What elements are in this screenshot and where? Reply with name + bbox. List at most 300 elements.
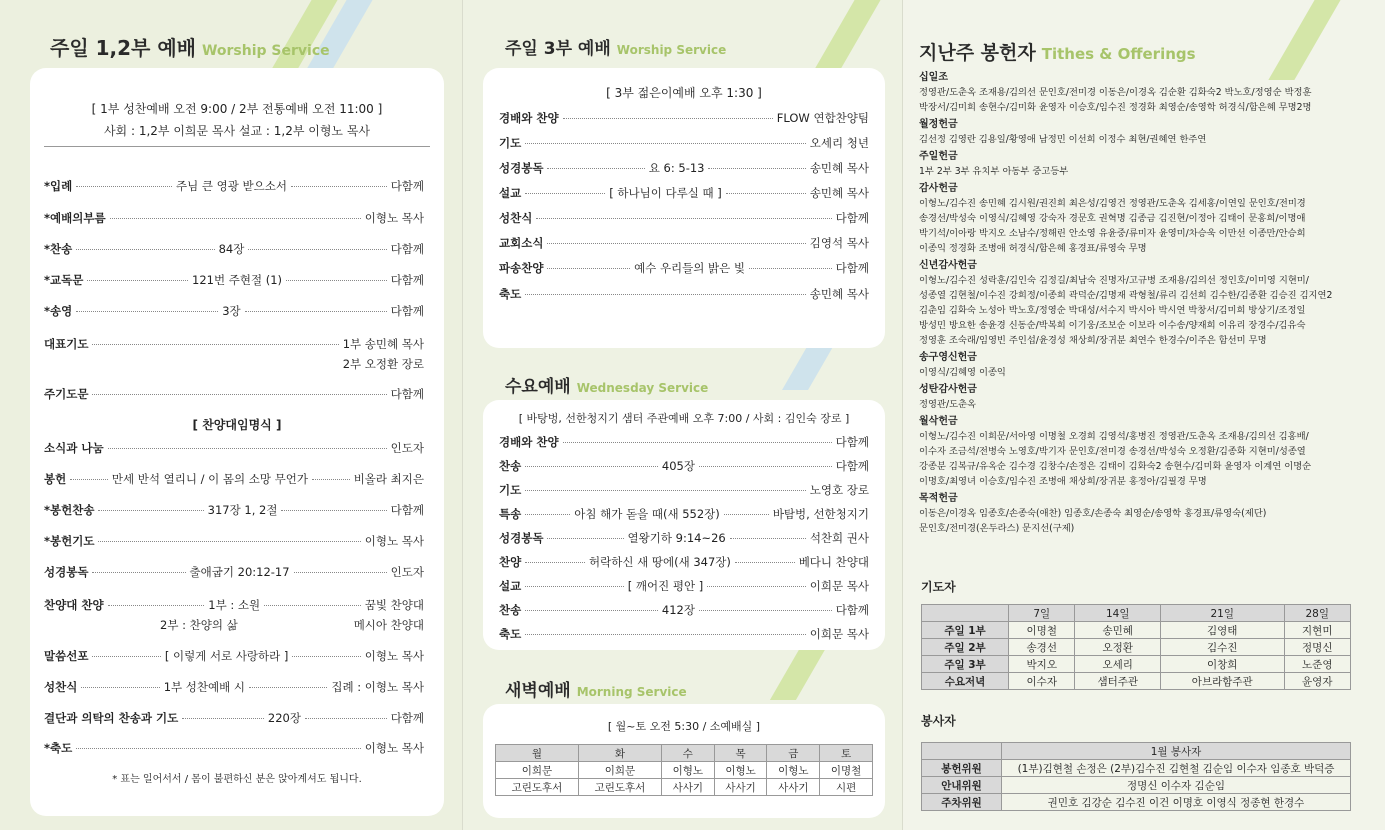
sunday3-item-row <box>499 260 869 276</box>
prayer-person: 김영태 <box>1160 622 1284 639</box>
left-title-ko: 주일 1,2부 예배 <box>50 36 196 60</box>
left-item-value: 2부 오정환 장로 <box>342 357 424 371</box>
offering-donors: 송경선/박성숙 이영식/김혜영 강숙자 경문호 권혁명 김종금 김진현/이정아 김태이 문홍희/이명애 <box>919 213 1306 224</box>
service-month: 1월 봉사자 <box>1002 743 1351 760</box>
sunday3-card <box>483 68 885 348</box>
sunday3-item-label: 파송찬양 <box>499 261 544 275</box>
prayer-person: 송경선 <box>1009 639 1075 656</box>
offering-donors: 방성민 방요한 송윤경 신동순/박복희 이기웅/조보순 이보라 이수송/양재희 이유리 장경수/김유숙 <box>919 320 1306 331</box>
morning-day: 월 <box>496 745 579 762</box>
prayer-service: 주일 3부 <box>922 656 1009 673</box>
leader-dots <box>525 562 585 563</box>
sunday3-item-label: 경배와 찬양 <box>499 111 559 125</box>
leader-dots <box>110 218 361 219</box>
leader-dots <box>305 718 387 719</box>
sunday3-item-content: [ 하나님이 다루실 때 ] <box>609 186 722 200</box>
leader-dots <box>699 466 832 467</box>
offering-block <box>919 491 1379 536</box>
wednesday-item-row <box>499 530 869 546</box>
wednesday-item-label: 성경봉독 <box>499 531 544 545</box>
offering-donors: 박기석/이아랑 박지오 소남수/정해린 안소영 유윤중/류미자 윤영미/차승욱 이만선 이종만/안승희 <box>919 228 1306 239</box>
offering-name: 신년감사헌금 <box>919 260 977 271</box>
morning-day: 금 <box>767 745 820 762</box>
morning-cell: 사사기 <box>767 779 820 796</box>
offering-name: 십일조 <box>919 72 948 83</box>
morning-day: 수 <box>661 745 714 762</box>
left-item-label: 결단과 의탁의 찬송과 기도 <box>44 711 179 725</box>
offering-donors: 강종분 김복규/유옥순 김수경 김창수/손정은 김태이 김화숙2 송현수/김미화 윤영자 이계연 이명순 <box>919 461 1312 472</box>
leader-dots <box>264 605 361 606</box>
offering-name: 목적헌금 <box>919 493 958 504</box>
sunday3-item-label: 교회소식 <box>499 236 544 250</box>
leader-dots <box>92 656 160 657</box>
prayer-person: 이명철 <box>1009 622 1075 639</box>
service-table <box>921 742 1351 811</box>
leader-dots <box>291 186 387 187</box>
left-item-value: 다함께 <box>390 503 424 517</box>
prayer-person: 샘터주관 <box>1075 673 1160 690</box>
morning-row <box>496 762 873 779</box>
prayer-person: 윤영자 <box>1284 673 1351 690</box>
footnote: * 표는 일어서서 / 몸이 불편하신 분은 앉아계셔도 됩니다. <box>112 774 362 785</box>
prayer-service: 수요저녁 <box>922 673 1009 690</box>
leader-dots <box>547 243 805 244</box>
left-item-row <box>44 597 424 613</box>
service-members: (1부)김현철 손정은 (2부)김수진 김현철 김순임 이수자 임종호 박덕증 <box>1002 760 1351 777</box>
offering-donors: 정영관/도춘옥 조재용/김의선 문인호/전미경 이동은/이경옥 김순환 김화숙2 박노호/정영순 박정훈 <box>919 87 1312 98</box>
offering-name: 월정헌금 <box>919 119 958 130</box>
offering-name: 성탄감사헌금 <box>919 384 977 395</box>
offering-donors: 이형노/김수진 성락훈/김인숙 김정길/최남숙 진명자/고규병 조재용/김의선 정인호/이미영 지현미/ <box>919 275 1309 286</box>
sunday3-item-row <box>499 110 869 126</box>
left-item-row <box>44 710 424 726</box>
morning-day: 목 <box>714 745 767 762</box>
left-item-value: 이형노 목사 <box>364 649 424 663</box>
morning-day: 토 <box>820 745 873 762</box>
morning-row <box>496 779 873 796</box>
offering-block <box>919 350 1379 380</box>
morning-cell: 사사기 <box>714 779 767 796</box>
leader-dots <box>76 186 172 187</box>
offering-donors: 박장서/김미희 송현수/김미화 윤영자 이승호/임수진 정경화 최영순/송영학 허경식/함은혜 무명2명 <box>919 102 1312 113</box>
left-item-label: 봉헌 <box>44 472 67 486</box>
service-role: 주차위원 <box>922 794 1002 811</box>
right-panel <box>902 0 1385 830</box>
offering-donors: 1부 2부 3부 유치부 아동부 중고등부 <box>919 166 1069 177</box>
leaders-line: 사회 : 1,2부 이희문 목사 설교 : 1,2부 이형노 목사 <box>103 124 371 138</box>
middle-panel <box>462 0 902 830</box>
left-item-value: 집례 : 이형노 목사 <box>331 680 424 694</box>
leader-dots <box>292 656 360 657</box>
left-item-label: *축도 <box>44 741 73 755</box>
offering-donors: 이수자 조금석/전병숙 노영호/박기자 문인호/전미경 송경선/박성숙 오정환/김종화 지현미/성종열 <box>919 446 1306 457</box>
leader-dots <box>525 586 624 587</box>
left-item-label: 성찬식 <box>44 680 78 694</box>
choir-section-title: [ 찬양대임명식 ] <box>192 418 282 432</box>
prayer-row <box>922 656 1351 673</box>
offering-block <box>919 258 1379 348</box>
morning-cell: 고린도후서 <box>578 779 661 796</box>
left-item-content: [ 이렇게 서로 사랑하라 ] <box>164 649 289 663</box>
wednesday-title <box>505 372 708 397</box>
left-item-row <box>44 502 424 518</box>
leader-dots <box>245 311 387 312</box>
left-item-content: 주님 큰 영광 받으소서 <box>175 179 287 193</box>
leader-dots <box>312 479 350 480</box>
left-item-row <box>44 440 424 456</box>
offering-block <box>919 70 1379 115</box>
leader-dots <box>563 442 832 443</box>
left-item-value: 다함께 <box>390 273 425 287</box>
offering-donors: 김선정 김영란 김용일/황영애 남정민 이선희 이정수 최현/권혜연 한주연 <box>919 134 1207 145</box>
offerings-title <box>919 38 1196 65</box>
wednesday-item-value: 이희문 목사 <box>809 627 869 641</box>
leader-dots <box>536 218 831 219</box>
sunday3-item-row <box>499 135 869 151</box>
wednesday-title-ko: 수요예배 <box>505 377 571 397</box>
leader-dots <box>281 510 386 511</box>
leader-dots <box>563 118 773 119</box>
left-item-row-second <box>44 617 424 633</box>
service-row <box>922 794 1351 811</box>
prayer-col: 14일 <box>1075 605 1160 622</box>
leader-dots <box>81 687 159 688</box>
offerings-title-ko: 지난주 봉헌자 <box>919 42 1036 64</box>
offering-name: 주일헌금 <box>919 151 958 162</box>
wednesday-item-label: 찬송 <box>499 603 522 617</box>
left-item-row-second <box>44 356 424 372</box>
left-item-value: 이형노 목사 <box>364 211 424 225</box>
leader-dots <box>108 605 205 606</box>
morning-cell: 이희문 <box>578 762 661 779</box>
sunday3-item-value: 다함께 <box>835 211 869 225</box>
left-item-row <box>44 241 424 257</box>
offering-donors: 정영훈 조숙래/임영빈 주인섭/윤경성 채상희/장귀분 최연수 한경수/이주은 함선미 무명 <box>919 335 1267 346</box>
left-item-content: 317장 1, 2절 <box>207 503 278 517</box>
offerings-title-en: Tithes & Offerings <box>1041 45 1196 63</box>
service-row <box>922 777 1351 794</box>
wednesday-item-content: 허락하신 새 땅에(새 347장) <box>589 555 731 569</box>
left-item-value: 메시아 찬양대 <box>353 618 425 632</box>
wednesday-item-content: 아침 해가 돋을 때(새 552장) <box>574 507 720 521</box>
left-item-content: 1부 : 소원 <box>208 598 261 612</box>
sunday3-item-value: 김영석 목사 <box>809 236 869 250</box>
prayer-person: 송민혜 <box>1075 622 1160 639</box>
morning-cell: 사사기 <box>661 779 714 796</box>
offering-block <box>919 181 1379 256</box>
leader-dots <box>749 268 832 269</box>
wednesday-item-content: 412장 <box>661 603 695 617</box>
offering-donors: 정영관/도춘옥 <box>919 399 977 410</box>
sunday3-item-row <box>499 235 869 251</box>
prayer-person: 김수진 <box>1160 639 1284 656</box>
service-title: 봉사자 <box>921 714 956 728</box>
left-item-content: 84장 <box>218 242 245 256</box>
left-item-value: 1부 송민혜 목사 <box>342 337 424 351</box>
wednesday-item-row <box>499 554 869 570</box>
left-item-value: 다함께 <box>390 304 424 318</box>
sunday3-item-label: 성찬식 <box>499 211 533 225</box>
prayer-person: 이수자 <box>1009 673 1075 690</box>
morning-table <box>495 744 873 796</box>
offering-block <box>919 117 1379 147</box>
sunday3-item-value: 송민혜 목사 <box>809 161 870 175</box>
left-item-label: *예배의부름 <box>44 211 106 225</box>
leader-dots <box>547 538 623 539</box>
sunday3-item-value: 오세리 청년 <box>809 136 869 150</box>
wednesday-item-value: 바탐벙, 선한청지기 <box>772 507 869 521</box>
morning-title <box>505 676 687 701</box>
leader-dots <box>108 448 387 449</box>
left-panel <box>0 0 462 830</box>
left-item-value: 이형노 목사 <box>364 534 424 548</box>
left-item-value: 꿈빛 찬양대 <box>364 598 425 612</box>
left-item-label: *교독문 <box>44 273 84 287</box>
wednesday-item-row <box>499 506 869 522</box>
prayer-person: 이창희 <box>1160 656 1284 673</box>
leader-dots <box>525 490 806 491</box>
left-item-label: *봉헌찬송 <box>44 503 95 517</box>
wednesday-item-value: 베다니 찬양대 <box>798 555 869 569</box>
wednesday-item-label: 찬양 <box>499 555 522 569</box>
offering-donors: 이동은/이경옥 임종호/손종숙(애찬) 임종호/손종숙 최영순/송영학 홍경표/류영숙(제단) <box>919 508 1267 519</box>
leader-dots <box>708 168 805 169</box>
prayer-person: 노준영 <box>1284 656 1351 673</box>
morning-card <box>483 704 885 818</box>
left-item-content: 만세 반석 열리니 / 이 몸의 소망 무언가 <box>111 472 309 486</box>
left-item-row <box>44 740 424 756</box>
sunday3-item-label: 축도 <box>499 287 522 301</box>
leader-dots <box>286 280 387 281</box>
sunday3-item-row <box>499 210 869 226</box>
left-item-content: 3장 <box>222 304 241 318</box>
left-item-row <box>44 564 424 580</box>
morning-schedule: [ 월~토 오전 5:30 / 소예배실 ] <box>607 720 761 733</box>
wednesday-item-label: 설교 <box>499 579 522 593</box>
left-item-label: 소식과 나눔 <box>44 441 104 455</box>
leader-dots <box>730 538 806 539</box>
prayer-row <box>922 622 1351 639</box>
wednesday-item-row <box>499 458 869 474</box>
leader-dots <box>724 514 769 515</box>
left-item-row <box>44 178 424 194</box>
offering-donors: 이형노/김수진 이희문/서아영 이명철 오경희 김영석/홍병진 정영관/도춘옥 조재용/김의선 김홍배/ <box>919 431 1309 442</box>
leader-dots <box>726 193 806 194</box>
leader-dots <box>525 294 806 295</box>
prayer-service: 주일 2부 <box>922 639 1009 656</box>
morning-title-ko: 새벽예배 <box>505 681 571 701</box>
wednesday-item-content: [ 깨어진 평안 ] <box>627 579 704 593</box>
prayer-person: 오세리 <box>1075 656 1160 673</box>
left-item-row <box>44 303 424 319</box>
wednesday-item-label: 찬송 <box>499 459 522 473</box>
wednesday-item-value: 다함께 <box>835 435 869 449</box>
offering-donors: 김춘임 김화숙 노성아 박노호/정영순 박대성/서수지 박시아 박시연 박창서/김미희 방상기/조정일 <box>919 305 1306 316</box>
prayer-row <box>922 639 1351 656</box>
prayer-person: 박지오 <box>1009 656 1075 673</box>
prayer-person: 지현미 <box>1284 622 1351 639</box>
left-item-content: 1부 성찬예배 시 <box>163 680 245 694</box>
left-item-content: 2부 : 찬양의 삶 <box>160 618 238 632</box>
offering-name: 송구영신헌금 <box>919 352 977 363</box>
morning-cell: 시편 <box>820 779 873 796</box>
wednesday-item-label: 특송 <box>499 507 522 521</box>
prayer-col <box>922 605 1009 622</box>
left-item-content: 출애굽기 20:12-17 <box>189 565 290 579</box>
sunday3-item-content: 요 6: 5-13 <box>648 161 705 175</box>
prayer-service: 주일 1부 <box>922 622 1009 639</box>
service-col-empty <box>922 743 1002 760</box>
leader-dots <box>76 748 361 749</box>
wednesday-item-row <box>499 482 869 498</box>
left-item-row <box>44 272 424 288</box>
wednesday-item-row <box>499 578 869 594</box>
wednesday-item-label: 기도 <box>499 483 522 497</box>
service-role: 안내위원 <box>922 777 1002 794</box>
offering-block <box>919 414 1379 489</box>
prayer-person: 아브라함주관 <box>1160 673 1284 690</box>
leader-dots <box>249 687 327 688</box>
offering-block <box>919 149 1379 179</box>
sunday3-item-value: 송민혜 목사 <box>809 186 870 200</box>
morning-cell: 이희문 <box>496 762 579 779</box>
sunday3-item-value: 다함께 <box>835 261 869 275</box>
left-item-value: 비올라 최지은 <box>353 472 425 486</box>
leader-dots <box>248 249 386 250</box>
leader-dots <box>92 394 386 395</box>
left-item-row <box>44 210 424 226</box>
left-item-label: *입례 <box>44 179 73 193</box>
morning-cell: 고린도후서 <box>496 779 579 796</box>
sunday3-title-en: Worship Service <box>616 43 727 57</box>
wednesday-item-value: 다함께 <box>835 459 870 473</box>
prayer-col: 21일 <box>1160 605 1284 622</box>
prayer-table <box>921 604 1351 690</box>
offering-donors: 이형노/김수진 송민혜 김시원/권진희 최은성/김영건 정영관/도춘옥 김세홍/이연일 문인호/전미경 <box>919 198 1306 209</box>
leader-dots <box>92 344 338 345</box>
leader-dots <box>182 718 264 719</box>
left-item-row <box>44 533 424 549</box>
wednesday-item-value: 노영호 장로 <box>809 483 869 497</box>
left-item-label: 주기도문 <box>44 387 89 401</box>
leader-dots <box>525 143 806 144</box>
wednesday-item-row <box>499 434 869 450</box>
left-item-row <box>44 386 424 402</box>
sunday3-item-row <box>499 160 869 176</box>
left-item-row <box>44 336 424 352</box>
left-item-value: 다함께 <box>390 242 424 256</box>
left-item-label: 대표기도 <box>44 337 89 351</box>
offering-donors: 이종익 정경화 조병애 허경식/함은혜 홍경표/류영숙 무명 <box>919 243 1147 254</box>
leader-dots <box>525 193 605 194</box>
leader-dots <box>76 311 218 312</box>
morning-cell: 이명철 <box>820 762 873 779</box>
sunday3-item-value: FLOW 연합찬양팀 <box>776 111 869 125</box>
prayer-row <box>922 673 1351 690</box>
left-title <box>50 32 330 61</box>
leader-dots <box>525 514 570 515</box>
prayer-col: 7일 <box>1009 605 1075 622</box>
leader-dots <box>98 510 203 511</box>
left-card <box>30 68 444 816</box>
sunday3-item-row <box>499 286 869 302</box>
leader-dots <box>76 249 214 250</box>
leader-dots <box>707 586 806 587</box>
offering-donors: 성종열 김현철/이수진 강희정/이종희 곽덕순/김명재 곽형철/류리 김선희 김수한/김종환 김승진 김지연2 <box>919 290 1333 301</box>
wednesday-title-en: Wednesday Service <box>576 381 709 395</box>
wednesday-item-label: 경배와 찬양 <box>499 435 559 449</box>
wednesday-item-label: 축도 <box>499 627 522 641</box>
left-item-row <box>44 648 424 664</box>
left-item-label: 찬양대 찬양 <box>44 598 104 612</box>
sunday3-item-label: 기도 <box>499 136 522 150</box>
leader-dots <box>70 479 108 480</box>
wednesday-schedule: [ 바탕벙, 선한청지기 샘터 주관예배 오후 7:00 / 사회 : 김인숙 장로 ] <box>518 412 850 425</box>
left-item-value: 다함께 <box>390 179 425 193</box>
wednesday-card <box>483 400 885 650</box>
offering-block <box>919 382 1379 412</box>
sunday3-title-ko: 주일 3부 예배 <box>505 39 611 59</box>
left-item-label: *봉헌기도 <box>44 534 95 548</box>
left-item-value: 다함께 <box>390 387 424 401</box>
left-item-content: 220장 <box>267 711 301 725</box>
morning-cell: 이형노 <box>767 762 820 779</box>
leader-dots <box>92 572 185 573</box>
left-item-value: 인도자 <box>390 565 424 579</box>
offering-name: 감사헌금 <box>919 183 958 194</box>
divider <box>44 146 430 147</box>
offering-name: 월삭헌금 <box>919 416 958 427</box>
left-item-row <box>44 471 424 487</box>
offering-donors: 문인호/전미경(온두라스) 문지선(구제) <box>919 523 1075 534</box>
sunday3-item-value: 송민혜 목사 <box>809 287 869 301</box>
offerings-list <box>919 70 1379 538</box>
left-item-row <box>44 679 424 695</box>
sunday3-item-content: 예수 우리들의 밝은 빛 <box>634 261 746 275</box>
leader-dots <box>547 168 644 169</box>
sunday3-item-row <box>499 185 869 201</box>
wednesday-item-value: 다함께 <box>835 603 870 617</box>
wednesday-item-row <box>499 602 869 618</box>
left-item-label: 말씀선포 <box>44 649 89 663</box>
morning-day: 화 <box>578 745 661 762</box>
offering-donors: 이영식/김혜영 이종익 <box>919 367 1006 378</box>
wednesday-item-value: 이희문 목사 <box>809 579 869 593</box>
wednesday-item-value: 석찬희 권사 <box>809 531 870 545</box>
service-members: 정명신 이수자 김순임 <box>1002 777 1351 794</box>
left-title-en: Worship Service <box>201 43 330 59</box>
left-item-label: *찬송 <box>44 242 73 256</box>
prayer-header-row <box>922 605 1351 622</box>
left-item-value: 이형노 목사 <box>364 741 424 755</box>
leader-dots <box>525 634 806 635</box>
leader-dots <box>735 562 795 563</box>
left-item-content: 121번 주현절 (1) <box>192 273 283 287</box>
sunday3-title <box>505 34 726 59</box>
service-role: 봉헌위원 <box>922 760 1002 777</box>
morning-cell: 이형노 <box>661 762 714 779</box>
leader-dots <box>699 610 832 611</box>
sunday3-item-label: 설교 <box>499 186 522 200</box>
prayer-person: 오정환 <box>1075 639 1160 656</box>
leader-dots <box>525 610 658 611</box>
service-row <box>922 760 1351 777</box>
service-header-row <box>922 743 1351 760</box>
prayer-title: 기도자 <box>921 580 956 594</box>
wednesday-item-content: 405장 <box>661 459 695 473</box>
wednesday-item-content: 열왕기하 9:14~26 <box>627 531 726 545</box>
morning-cell: 이형노 <box>714 762 767 779</box>
